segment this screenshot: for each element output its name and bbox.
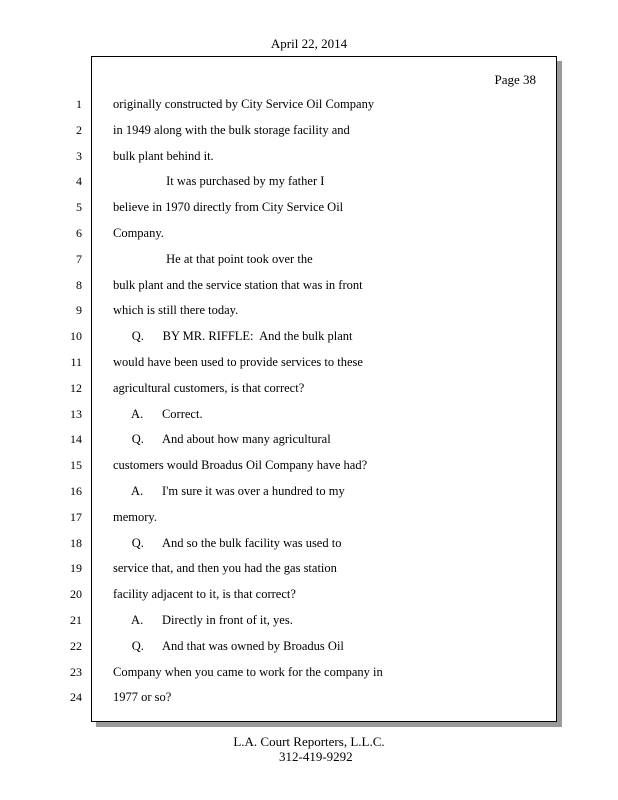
line-number: 23 <box>70 664 82 679</box>
line-number: 3 <box>76 148 82 163</box>
line-number: 4 <box>76 174 82 189</box>
line-number: 5 <box>76 200 82 215</box>
line-number: 10 <box>70 329 82 344</box>
transcript-line: Q. And that was owned by Broadus Oil <box>113 638 344 653</box>
line-number: 17 <box>70 509 82 524</box>
line-number: 20 <box>70 587 82 602</box>
line-number: 9 <box>76 303 82 318</box>
line-number: 12 <box>70 380 82 395</box>
transcript-line: 1977 or so? <box>113 690 172 705</box>
footer <box>0 734 618 764</box>
line-number-column <box>0 92 82 711</box>
transcript-line: A. Directly in front of it, yes. <box>113 612 293 627</box>
transcript-line: Q. BY MR. RIFFLE: And the bulk plant <box>113 329 353 344</box>
transcript-line: bulk plant behind it. <box>113 148 214 163</box>
transcript-line: A. I'm sure it was over a hundred to my <box>113 483 345 498</box>
line-number: 16 <box>70 483 82 498</box>
line-number: 8 <box>76 277 82 292</box>
line-number: 13 <box>70 406 82 421</box>
line-number: 22 <box>70 638 82 653</box>
transcript-text <box>113 92 543 711</box>
transcript-line: customers would Broadus Oil Company have had? <box>113 458 368 473</box>
line-number: 6 <box>76 225 82 240</box>
transcript-line: Q. And about how many agricultural <box>113 432 331 447</box>
line-number: 1 <box>76 97 82 111</box>
transcript-line: A. Correct. <box>113 406 203 421</box>
line-number: 11 <box>70 354 82 369</box>
transcript-line: facility adjacent to it, is that correct? <box>113 587 296 602</box>
line-number: 7 <box>76 251 82 266</box>
header-date: April 22, 2014 <box>270 36 348 51</box>
footer-company: L.A. Court Reporters, L.L.C. <box>233 734 385 749</box>
line-number: 2 <box>76 122 82 137</box>
line-number: 19 <box>70 561 82 576</box>
line-number: 21 <box>70 612 82 627</box>
line-number: 18 <box>70 535 82 550</box>
transcript-line: memory. <box>113 509 157 524</box>
transcript-line: bulk plant and the service station that was in front <box>113 277 363 292</box>
transcript-line: Company. <box>113 225 164 240</box>
footer-phone: 312-419-9292 <box>279 749 353 764</box>
transcript-line: would have been used to provide services to these <box>113 354 363 369</box>
transcript-line: It was purchased by my father I <box>113 174 325 189</box>
line-number: 24 <box>70 690 82 705</box>
transcript-line: Q. And so the bulk facility was used to <box>113 535 342 550</box>
transcript-line: service that, and then you had the gas station <box>113 561 337 576</box>
transcript-line: Company when you came to work for the company in <box>113 664 383 679</box>
transcript-line: He at that point took over the <box>113 251 313 266</box>
transcript-line: originally constructed by City Service Oil Company <box>113 97 375 111</box>
page-number: Page 38 <box>494 72 536 87</box>
transcript-line: which is still there today. <box>113 303 239 318</box>
transcript-line: agricultural customers, is that correct? <box>113 380 305 395</box>
line-number: 14 <box>70 432 82 447</box>
transcript-line: believe in 1970 directly from City Service Oil <box>113 200 344 215</box>
transcript-line: in 1949 along with the bulk storage facility and <box>113 122 350 137</box>
line-number: 15 <box>70 458 82 473</box>
